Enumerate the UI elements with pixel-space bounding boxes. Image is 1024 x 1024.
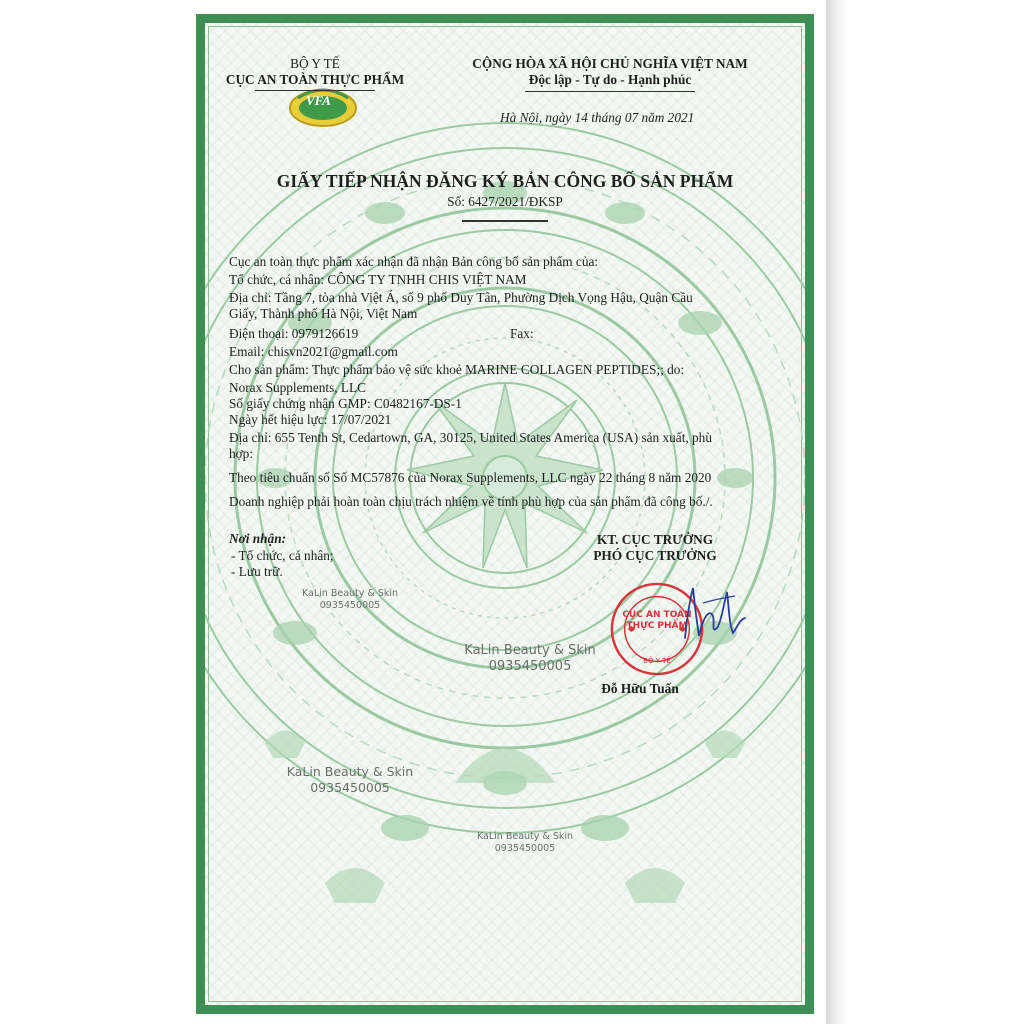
recipients-heading: Nơi nhận: — [229, 531, 287, 546]
fax-label: Fax: — [510, 326, 534, 341]
document-title: GIẤY TIẾP NHẬN ĐĂNG KÝ BẢN CÔNG BỐ SẢN PHẨM — [276, 171, 734, 191]
manufacturer-address-line-1: Địa chỉ: 655 Tenth St, Cedartown, GA, 30125, United States America (USA) sản xuất, phù — [229, 430, 712, 445]
manufacturer-address-line-2: hợp: — [229, 446, 254, 461]
certificate-page — [205, 23, 805, 1005]
place-and-date: Hà Nội, ngày 14 tháng 07 năm 2021 — [500, 110, 695, 125]
signer-title-2: PHÓ CỤC TRƯỞNG — [593, 548, 717, 563]
organization-line: Tổ chức, cá nhân: CÔNG TY TNHH CHIS VIỆT NAM — [229, 272, 527, 287]
intro-text: Cục an toàn thực phẩm xác nhận đã nhận Bản công bố sản phẩm của: — [229, 254, 599, 269]
signer-name: Đỗ Hữu Tuấn — [601, 681, 679, 696]
motto-underline — [525, 91, 695, 92]
email-line: Email: chisvn2021@gmail.com — [229, 344, 398, 359]
national-motto: Độc lập - Tự do - Hạnh phúc — [528, 72, 692, 87]
watermark-2-name: KaLin Beauty & Skin — [464, 643, 596, 658]
stamp-center-text: CỤC AN TOÀN THỰC PHẨM — [622, 610, 692, 631]
watermark-1-name: KaLin Beauty & Skin — [301, 588, 399, 599]
gmp-expiry: Ngày hết hiệu lực: 17/07/2021 — [229, 412, 392, 427]
title-underline — [462, 220, 548, 222]
watermark-2-phone: 0935450005 — [488, 659, 572, 675]
certificate-document — [196, 14, 814, 1014]
signer-title-1: KT. CỤC TRƯỞNG — [596, 532, 714, 547]
manufacturer-name: Norax Supplements, LLC — [229, 380, 367, 395]
viewer-edge-shadow — [826, 0, 848, 1024]
watermark-4-phone: 0935450005 — [494, 842, 556, 854]
watermark-3-phone: 0935450005 — [310, 779, 390, 795]
agency-underline — [255, 90, 375, 91]
watermark-1 — [275, 588, 425, 612]
watermark-4 — [450, 831, 600, 855]
stamp-ring-text: BỘ Y TẾ — [643, 657, 671, 665]
watermark-3 — [255, 764, 445, 795]
recipient-item-2: - Lưu trữ. — [231, 564, 283, 579]
gmp-certificate: Số giấy chứng nhận GMP: C0482167-DS-1 — [229, 396, 462, 411]
watermark-3-name: KaLin Beauty & Skin — [286, 764, 414, 779]
responsibility-line: Doanh nghiệp phải hoàn toàn chịu trách nhiệm về tính phù hợp của sản phẩm đã công bố./. — [229, 494, 713, 509]
address-line-1: Địa chỉ: Tầng 7, tòa nhà Việt Á, số 9 phố Duy Tân, Phường Dịch Vọng Hậu, Quận Cầu — [229, 290, 693, 305]
standard-line: Theo tiêu chuẩn số Số MC57876 của Norax Supplements, LLC ngày 22 tháng 8 năm 2020 — [229, 470, 712, 485]
country-name: CỘNG HÒA XÃ HỘI CHỦ NGHĨA VIỆT NAM — [472, 56, 748, 71]
watermark-1-phone: 0935450005 — [319, 599, 381, 611]
product-line: Cho sản phẩm: Thực phẩm bảo vệ sức khoẻ MARINE COLLAGEN PEPTIDES;; do: — [229, 362, 685, 377]
phone-line: Điện thoại: 0979126619 — [229, 326, 359, 341]
handwritten-signature — [673, 578, 753, 648]
agency-name: CỤC AN TOÀN THỰC PHẨM — [225, 72, 405, 87]
watermark-4-name: KaLin Beauty & Skin — [476, 831, 574, 842]
address-line-2: Giấy, Thành phố Hà Nội, Việt Nam — [229, 306, 418, 321]
ministry-name: BỘ Y TẾ — [290, 56, 340, 71]
vfa-logo-text: VFA — [306, 93, 331, 108]
recipient-item-1: - Tổ chức, cá nhân; — [231, 548, 334, 563]
watermark-2 — [435, 643, 625, 676]
document-number: Số: 6427/2021/ĐKSP — [447, 194, 563, 209]
